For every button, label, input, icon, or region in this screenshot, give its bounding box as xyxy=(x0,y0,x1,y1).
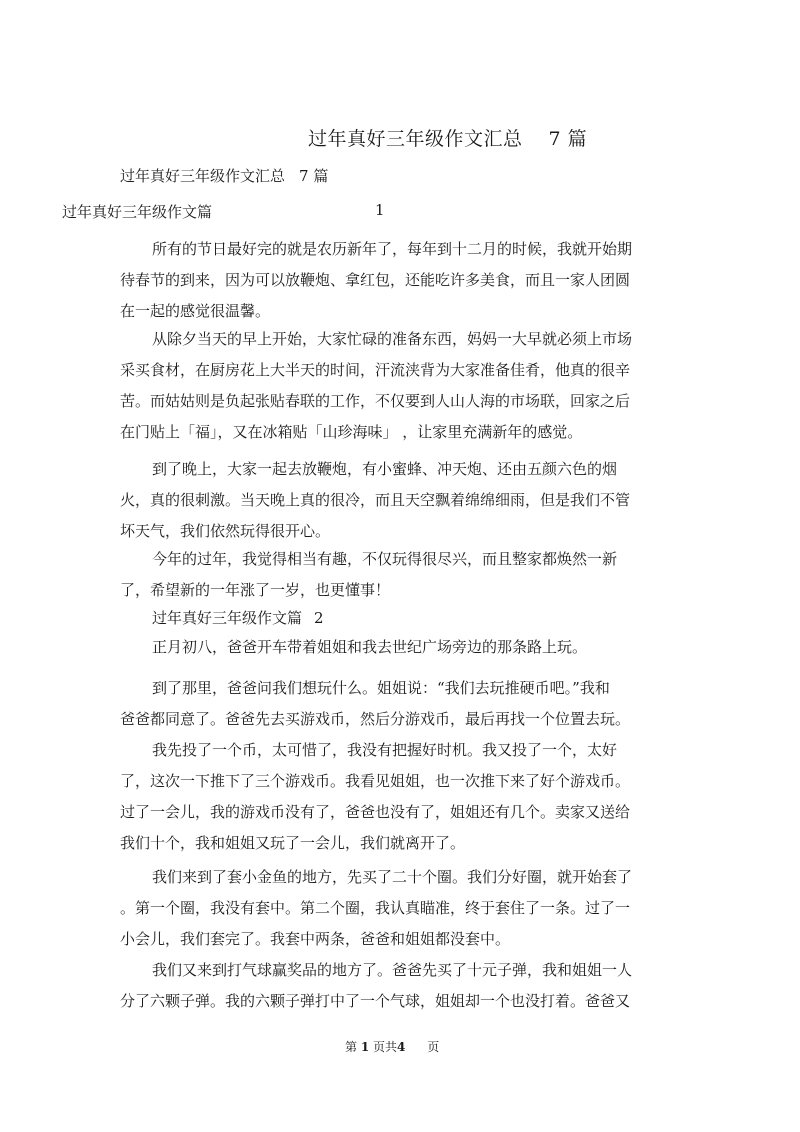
footer-page-number: 1 xyxy=(360,1040,370,1054)
paragraph-line: 小会儿，我们套完了。我套中两条，爸爸和姐姐都没套中。 xyxy=(120,930,511,948)
document-title xyxy=(308,124,587,151)
paragraph xyxy=(120,234,680,327)
footer-page-middle: 页共 xyxy=(373,1040,398,1054)
footer-page-total: 4 xyxy=(397,1040,406,1054)
paragraph-line: 我们十个，我和姐姐又玩了一会儿，我们就离开了。 xyxy=(120,834,466,852)
section-1-number: 1 xyxy=(375,201,385,219)
paragraph-line: 采买食材，在厨房花上大半天的时间，汗流浃背为大家准备佳肴，他真的很辛 xyxy=(120,361,631,379)
paragraph-line: 我们又来到打气球赢奖品的地方了。爸爸先买了十元子弹，我和姐姐一人 xyxy=(152,961,633,979)
paragraph-line: 了，这次一下推下了三个游戏币。我看见姐姐，也一次推下来了好个游戏币。 xyxy=(120,772,631,790)
document-subtitle-text: 过年真好三年级作文汇总 xyxy=(120,167,286,185)
paragraph-line: 到了晚上，大家一起去放鞭炮，有小蜜蜂、冲天炮、还由五颜六色的烟 xyxy=(152,460,618,478)
document-subtitle xyxy=(120,165,328,186)
paragraph xyxy=(120,544,680,606)
paragraph-line: 今年的过年，我觉得相当有趣，不仅玩得很尽兴，而且整家都焕然一新 xyxy=(152,550,618,568)
paragraph-line: 了，希望新的一年涨了一岁，也更懂事！ xyxy=(120,581,391,599)
paragraph xyxy=(120,735,680,859)
paragraph xyxy=(120,673,680,735)
paragraph-line: 火，真的很刺激。当天晚上真的很冷，而且天空飘着绵绵细雨，但是我们不管 xyxy=(120,491,631,509)
section-1-heading xyxy=(62,201,385,222)
document-title-count: 7 篇 xyxy=(548,128,588,150)
paragraph xyxy=(120,632,680,663)
paragraph xyxy=(120,454,680,547)
paragraph xyxy=(120,324,680,448)
section-2-heading-text: 过年真好三年级作文篇 xyxy=(152,609,303,627)
paragraph-line: 爸爸都同意了。爸爸先去买游戏币，然后分游戏币，最后再找一个位置去玩。 xyxy=(120,710,631,728)
paragraph xyxy=(120,955,680,1017)
page-footer xyxy=(345,1038,439,1055)
document-title-text: 过年真好三年级作文汇总 xyxy=(308,128,523,150)
paragraph-line: 在门贴上「福」，又在冰箱贴「山珍海味」 ，让家里充满新年的感觉。 xyxy=(120,423,583,441)
paragraph-line: 在一起的感觉很温馨。 xyxy=(120,302,271,320)
footer-page-prefix: 第 xyxy=(345,1040,358,1054)
paragraph-line: 待春节的到来，因为可以放鞭炮、拿红包，还能吃许多美食，而且一家人团圆 xyxy=(120,271,631,289)
paragraph-line: 我先投了一个币，太可惜了，我没有把握好时机。我又投了一个，太好 xyxy=(152,741,618,759)
paragraph-line: 过了一会儿，我的游戏币没有了，爸爸也没有了，姐姐还有几个。卖家又送给 xyxy=(120,803,631,821)
paragraph-line: 分了六颗子弹。我的六颗子弹打中了一个气球，姐姐却一个也没打着。爸爸又 xyxy=(120,992,631,1010)
paragraph-line: 苦。而姑姑则是负起张贴春联的工作，不仅要到人山人海的市场联，回家之后 xyxy=(120,392,631,410)
paragraph-line: 我们来到了套小金鱼的地方，先买了二十个圈。我们分好圈，就开始套了 xyxy=(152,868,633,886)
paragraph-line: 从除夕当天的早上开始，大家忙碌的准备东西，妈妈一大早就必须上市场 xyxy=(152,330,633,348)
document-subtitle-count: 7 篇 xyxy=(299,167,329,185)
section-1-heading-text: 过年真好三年级作文篇 xyxy=(62,203,213,221)
section-2-number: 2 xyxy=(314,609,324,627)
paragraph-line: 所有的节日最好完的就是农历新年了，每年到十二月的时候，我就开始期 xyxy=(152,240,633,258)
footer-page-suffix: 页 xyxy=(427,1040,440,1054)
paragraph xyxy=(120,862,680,955)
paragraph-line: 坏天气，我们依然玩得很开心。 xyxy=(120,522,331,540)
paragraph-line: 到了那里，爸爸问我们想玩什么。姐姐说：“我们去玩推硬币吧。”我和 xyxy=(152,679,610,697)
section-2-heading xyxy=(152,607,324,628)
paragraph-line: 正月初八，爸爸开车带着姐姐和我去世纪广场旁边的那条路上玩。 xyxy=(152,638,588,656)
paragraph-line: 。第一个圈，我没有套中。第二个圈，我认真瞄准，终于套住了一条。过了一 xyxy=(120,899,631,917)
